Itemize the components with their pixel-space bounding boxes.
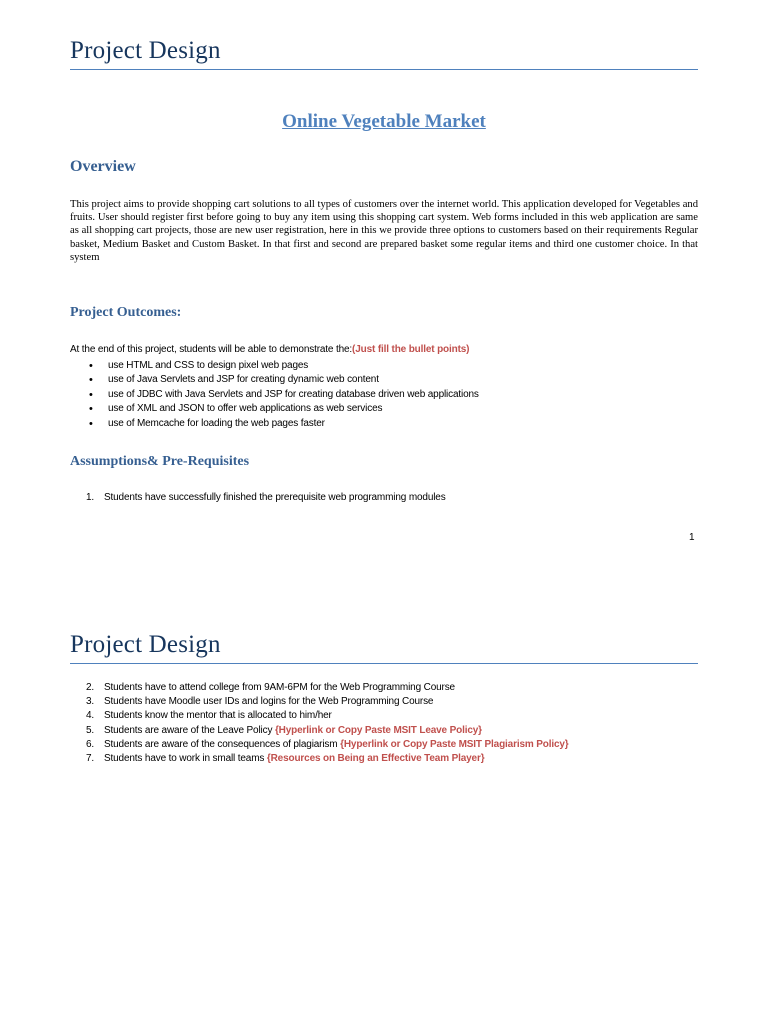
- list-item-number: 6.: [86, 738, 95, 750]
- list-item: [70, 388, 479, 402]
- list-item: [70, 709, 569, 723]
- list-item-number: 7.: [86, 752, 95, 764]
- bullet-icon: •: [89, 388, 93, 401]
- page-header-title: Project Design: [70, 37, 221, 64]
- outcomes-list: [70, 359, 479, 431]
- outcomes-intro-note: (Just fill the bullet points): [352, 344, 470, 355]
- list-item-number: 1.: [86, 492, 95, 503]
- list-item-number: 5.: [86, 724, 95, 736]
- page-number: 1: [689, 532, 695, 543]
- header-rule: [70, 69, 698, 70]
- list-item-text: Students have to attend college from 9AM-6PM for the Web Programming Course: [104, 682, 455, 693]
- page-header: [70, 36, 698, 70]
- outcomes-intro-text: At the end of this project, students will be able to demonstrate the:: [70, 344, 353, 355]
- list-item: [70, 373, 479, 387]
- list-item-text: Students have to work in small teams: [104, 752, 267, 764]
- leave-policy-link[interactable]: {Hyperlink or Copy Paste MSIT Leave Policy}: [274, 724, 482, 736]
- list-item-text: use of Memcache for loading the web pages faster: [108, 417, 325, 429]
- outcomes-intro: [70, 343, 469, 356]
- plagiarism-policy-link[interactable]: {Hyperlink or Copy Paste MSIT Plagiarism Policy}: [340, 738, 569, 750]
- header-rule: [70, 663, 698, 664]
- assumptions-heading: Assumptions& Pre-Requisites: [70, 454, 250, 469]
- overview-heading: Overview: [70, 158, 136, 175]
- list-item-text: Students are aware of the consequences of plagiarism: [104, 738, 341, 750]
- list-item-text: use of XML and JSON to offer web applications as web services: [108, 403, 383, 415]
- list-item-text: use HTML and CSS to design pixel web pages: [108, 360, 309, 371]
- list-item-text: use of JDBC with Java Servlets and JSP for creating database driven web applications: [108, 388, 479, 400]
- list-item-text: Students have Moodle user IDs and logins for the Web Programming Course: [104, 696, 434, 708]
- list-item: [70, 359, 479, 373]
- list-item-text: Students know the mentor that is allocated to him/her: [104, 710, 332, 722]
- list-item: [70, 491, 446, 505]
- bullet-icon: •: [89, 374, 93, 387]
- list-item-text: Students have successfully finished the prerequisite web programming modules: [104, 492, 446, 503]
- page-header: [70, 630, 698, 664]
- list-item: [70, 402, 479, 416]
- list-item: [70, 738, 569, 752]
- list-item-text: Students are aware of the Leave Policy: [104, 724, 275, 736]
- page-header-title: Project Design: [70, 631, 221, 658]
- list-item-text: use of Java Servlets and JSP for creating dynamic web content: [108, 374, 379, 386]
- list-item: [70, 681, 569, 695]
- bullet-icon: •: [89, 403, 93, 416]
- bullet-icon: •: [89, 360, 93, 372]
- list-item-number: 2.: [86, 682, 95, 693]
- list-item: [70, 695, 569, 709]
- list-item-number: 3.: [86, 696, 95, 708]
- assumptions-list-continued: [70, 681, 569, 766]
- document-title: Online Vegetable Market: [282, 111, 486, 132]
- bullet-icon: •: [89, 417, 93, 430]
- list-item: [70, 417, 479, 431]
- assumptions-list: [70, 491, 446, 505]
- overview-body: This project aims to provide shopping cart solutions to all types of customers over the internet world. This application developed for Vegetables and fruits. User should register first before going to buy any item using this shopping cart system. Web forms included in this web application are same as all shopping cart projects, those are new user registration, here in this we provide three options to customers based on their requirements Regular basket, Medium Basket and Custom Basket. In that first and second are prepared basket some regular items and third one customer choice. In that system: [70, 199, 698, 263]
- outcomes-heading: Project Outcomes:: [70, 305, 182, 320]
- list-item-number: 4.: [86, 710, 95, 722]
- list-item: [70, 752, 569, 766]
- list-item: [70, 724, 569, 738]
- team-player-resources-link[interactable]: {Resources on Being an Effective Team Player}: [266, 752, 485, 764]
